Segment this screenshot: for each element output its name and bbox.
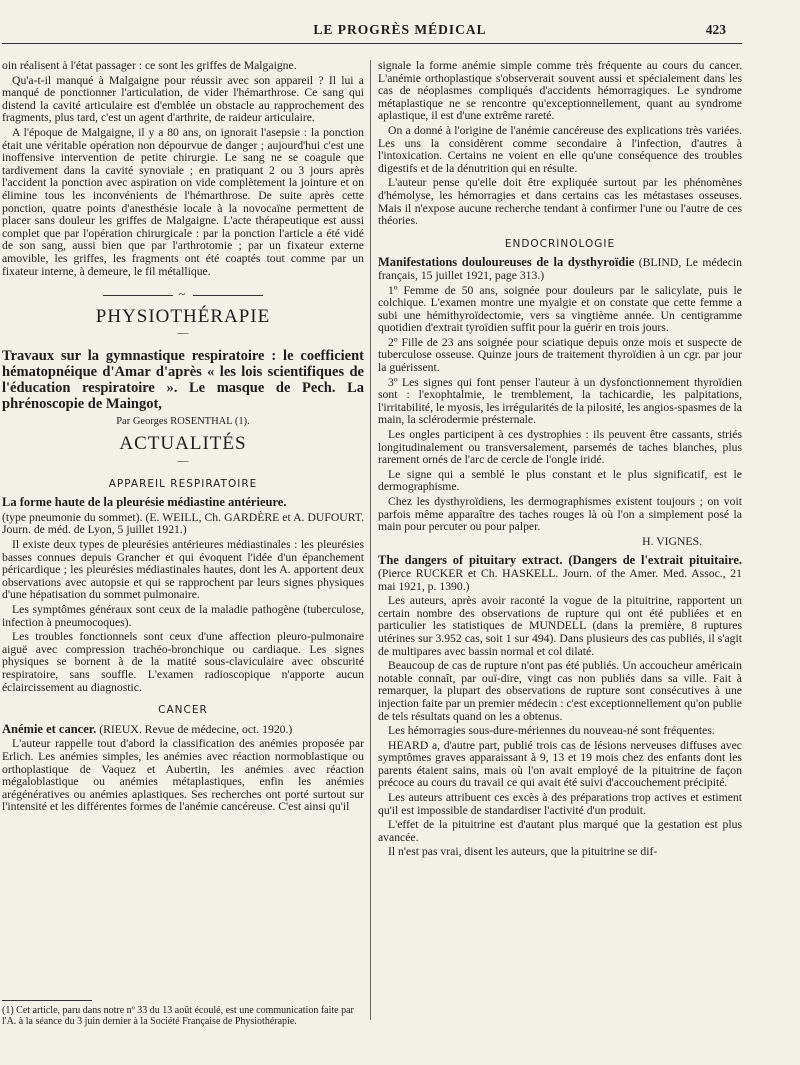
paragraph: Le signe qui a semblé le plus constant et le plus significatif, est le dermographisme. [378,467,742,494]
subsection-heading-respiratoire: APPAREIL RESPIRATOIRE [108,477,258,490]
paragraph: L'auteur rappelle tout d'abord la classification des anémies proposée par Erlich. Les anémies simples, les anémies avec réaction normoblastique ou orthoplastique de Vaquez et Aubertin, les anémies avec réaction mégaloblastique ou anémies métaplastiques, enfin les anémies arégénératives ou anémies aplastiques. Ses recherches ont porté surtout sur l'intensité et les différentes formes de l'anémie cancéreuse. C'est ainsi qu'il [2,737,364,814]
paragraph: Chez les dysthyroïdiens, les dermographismes existent toujours ; on voit parfois même apparaître des taches rouges là où l'on a simplement posé la main pour percuter ou pour palper. [378,495,742,534]
paragraph: Les ongles participent à ces dystrophies : ils peuvent être cassants, striés longitudinalement ou transversalement, parsemés de taches blanches, plus rarement ornés de l'arc de cercle de l'ongle iridé. [378,428,742,467]
paragraph: signale la forme anémie simple comme très fréquente au cours du cancer. L'anémie orthoplastique s'observerait souvent aussi et spécialement dans les cas de néoplasmes compliqués d'accidents hémorragiques. Le syndrome métaplastique ne se rencontre qu'exceptionnellement, quant au syndrome aplastique, il est d'une extrême rareté. [378,59,742,123]
right-column [378,60,742,861]
page-number: 423 [705,22,726,37]
article-reference: (Pierce RUCKER et Ch. HASKELL. Journ. of the Amer. Med. Assoc., 21 mai 1921, p. 1390.) [378,566,742,593]
paragraph: HEARD a, d'autre part, publié trois cas de lésions nerveuses diffuses avec symptômes graves apparaissant à 9, 13 et 19 mois chez des enfants dont les parents étaient sains, mais où l'on avait employé de la pituitrine de façon précoce au cours du travail ce qui avait été suivi d'accouchement précipité. [378,738,742,790]
paragraph: On a donné à l'origine de l'anémie cancéreuse des explications très variées. Les uns la considèrent comme secondaire à l'infection, d'autres à l'intoxication. Certains ne voient en elle qu'une conséquence des troubles digestifs et de la dénutrition qui en résulte. [378,123,742,175]
paragraph: oin réalisent à l'état passager : ce sont les griffes de Malgaigne. [2,59,297,72]
paragraph: Les auteurs, après avoir raconté la vogue de la pituitrine, rapportent un certain nombre des observations de rupture qui ont été publiées et en particulier les statistiques de MUNDELL (dans la première, 8 ruptures utérines sur 3.952 cas, soit 1 sur 494). Dans plusieurs des cas publiés, il s'agit de multipares avec bassin normal et col dilaté. [378,594,742,658]
subsection-heading-endocrinologie: ENDOCRINOLOGIE [504,237,616,250]
paragraph: Les hémorragies sous-dure-mériennes du nouveau-né sont fréquentes. [388,724,715,738]
paragraph: 2º Fille de 23 ans soignée pour sciatique depuis onze mois et suspecte de tuberculose osseuse. Quinze jours de traitement thyroïdien à un cgr. par jour la guérissent. [378,335,742,375]
paragraph: A l'époque de Malgaigne, il y a 80 ans, on ignorait l'asepsie : la ponction était une véritable opération non dépourvue de danger ; aujourd'hui c'est une inoffensive intervention de petite chirurgie. Le sang ne se coagule que tardivement dans la cavité synoviale ; en pratiquant 2 ou 3 jours après l'accident la ponction avec aspiration on vide complètement la jointure et on élimine tous les inconvénients de l'hémarthrose. De suite après cette ponction, quatre points d'anesthésie locale à la novocaïne permettent de placer sans douleur les griffes de Malgaigne. L'acte thérapeutique est aussi complet que par l'opération chirurgicale : par la ponction l'article a été vidé de son sang, aussi bien que par l'arthrotomie ; par un fixateur externe amovible, les griffes, les fragments ont été coaptés tout comme par un fixateur interne, à demeure, le fil métallique. [2,125,364,278]
header-rule [2,43,742,44]
article-reference: (type pneumonie du sommet). (E. WEILL, Ch. GARDÈRE et A. DUFOURT. Journ. de méd. de Lyon, 5 juillet 1921.) [2,510,364,537]
article-signature: H. VIGNES. [642,534,702,548]
paragraph: 3º Les signes qui font penser l'auteur à un dysfonctionnement thyroïdien sont : l'exophtalmie, le tremblement, la tachicardie, les palpitations, l'irritabilité, le myosis, les irrégularités de la pilosité, les angios-spasmes de la main, la sclérodermie présternale. [378,375,742,427]
section-heading-physiotherapie: PHYSIOTHÉRAPIE [95,305,271,327]
paragraph: Qu'a-t-il manqué à Malgaigne pour réussir avec son appareil ? Il lui a manqué de ponctionner l'articulation, de vider l'hémarthrose. Ce sang qui distend la cavité articulaire est d'emblée un obstacle au rapprochement des fragments, plus tard, c'est un agent d'arthrite, de raideur articulaire. [2,73,364,125]
subsection-heading-cancer: CANCER [158,704,208,717]
footnote [2,1000,364,1027]
paragraph: Il existe deux types de pleurésies antérieures médiastinales : les pleurésies basses connues depuis Grancher et qui évoquent l'idée d'un épanchement péricardique ; les pleurésies médiastinales hautes, dont les A. apportent deux observations avec autopsie et qui se rapprochent par leurs signes physiques d'une hépatisation du sommet pulmonaire. [2,538,364,602]
paragraph: L'auteur pense qu'elle doit être expliquée surtout par les phénomènes d'hémolyse, les hémorragies et dans certains cas les métastases osseuses. Mais il n'expose aucune recherche tendant à confirmer l'une ou l'autre de ces théories. [378,176,742,228]
section-heading-actualites: ACTUALITÉS [119,433,247,455]
article-title: La forme haute de la pleurésie médiastine antérieure. [2,495,287,510]
heading-dash: — [177,455,189,468]
paragraph: Les symptômes généraux sont ceux de la maladie pathogène (tuberculose, infection à pneumocoques). [2,603,364,629]
footnote-text: (1) Cet article, paru dans notre nº 33 du 13 août écoulé, est une communication faite par l'A. à la séance du 3 juin dernier à la Société Française de Physiothérapie. [2,1005,354,1027]
paragraph: L'effet de la pituitrine est d'autant plus marqué que la gestation est plus avancée. [378,818,742,844]
paragraph: 1º Femme de 50 ans, soignée pour douleurs par le salicylate, puis le colchique. L'examen montre une myalgie et on constate que cette femme a subi une hémithyroïdectomie, vers sa vingtième année. Un centigramme quotidien d'extrait tyroïdien suffit pour la guérir en trois jours. [378,283,742,335]
paragraph: Les troubles fonctionnels sont ceux d'une affection pleuro-pulmonaire aiguë avec compression trachéo-bronchique ou cardiaque. Les signes physiques se bornent à de la matité sous-claviculaire avec obscurité respiratoire, sans souffle. L'examen radioscopique n'apporte aucun éclaircissement au diagnostic. [2,630,364,694]
footnote-rule [2,1000,92,1001]
article-reference: (BLIND, Le médecin français, 15 juillet 1921, page 313.) [378,256,743,282]
paragraph: Beaucoup de cas de rupture n'ont pas été publiés. Un accoucheur américain notable connaît, par ouï-dire, vingt cas non publiés dans sa ville. Fait à remarquer, la plupart des observations de rupture sont consécutives à une injection faite par un premier médecin : c'est exceptionnellement qu'on publie de tels résultats quand on les a obtenus. [378,659,742,723]
physio-article-title: Travaux sur la gymnastique respiratoire : le coefficient hématopnéique d'Amar d'après « les lois scientifiques de l'éducation respiratoire ». Le masque de Pech. La phrénoscopie de Maingot, [2,347,364,412]
article-reference: (RIEUX. Revue de médecine, oct. 1920.) [99,722,293,736]
physio-byline: Par Georges ROSENTHAL (1). [116,415,250,427]
left-column [2,60,364,816]
section-ornament: ~ [2,288,364,301]
running-header [0,22,800,40]
heading-dash: — [177,327,189,340]
paragraph: Les auteurs attribuent ces excès à des préparations trop actives et estiment qu'il est impossible de standardiser l'activité d'un produit. [378,791,742,817]
article-heading [2,723,364,737]
paragraph: Il n'est pas vrai, disent les auteurs, que la pituitrine se dif- [388,845,658,859]
article-title: Manifestations douloureuses de la dysthyroïdie [378,255,635,270]
article-title: Anémie et cancer. [2,721,97,736]
article-title: The dangers of pituitary extract. (Dangers de l'extrait pituitaire. [378,553,742,568]
article-heading [378,554,742,593]
column-divider [370,60,371,1020]
article-heading [2,496,364,510]
article-heading [378,256,742,282]
journal-title: LE PROGRÈS MÉDICAL [313,22,487,37]
